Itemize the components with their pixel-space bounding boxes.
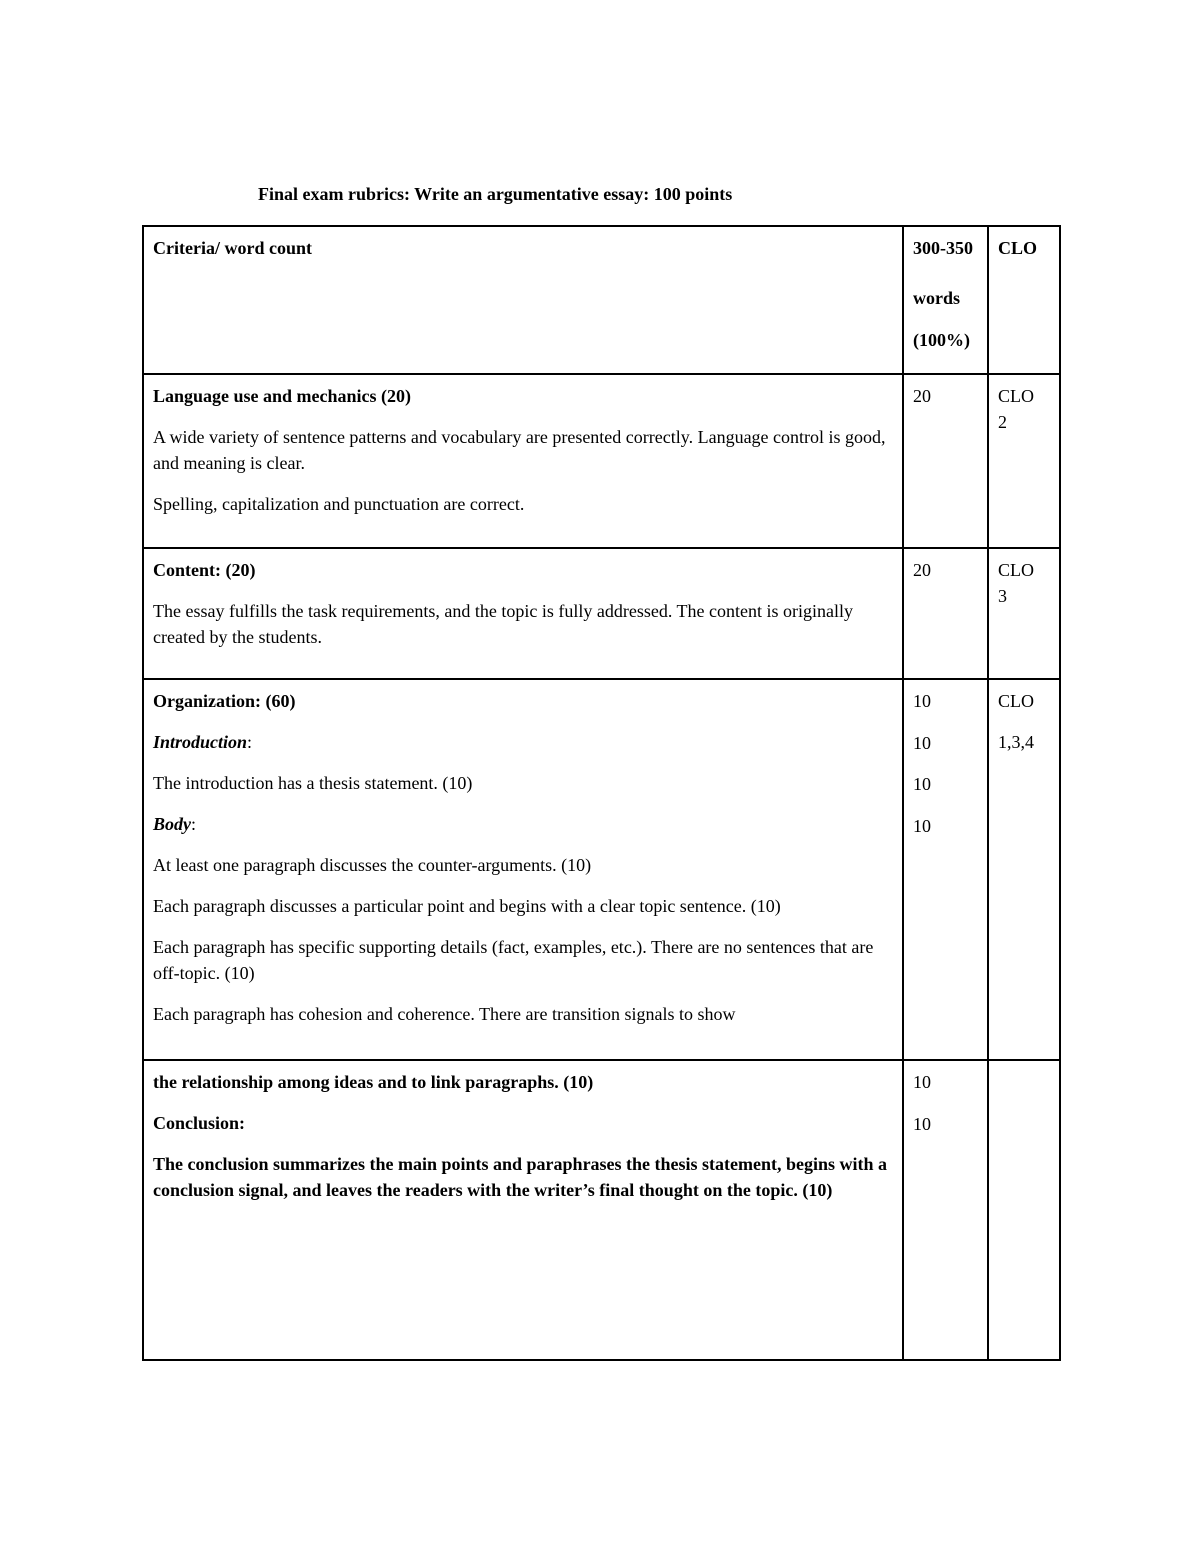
conclusion-score-cell — [903, 1060, 988, 1360]
conclusion-criteria-cell — [143, 1060, 903, 1360]
table-row-content — [143, 548, 1060, 679]
content-clo-number: 3 — [998, 586, 1007, 606]
content-criteria-cell — [143, 548, 903, 679]
body-item-topic-sentence: Each paragraph discusses a particular point and begins with a clear topic sentence. (10) — [153, 896, 781, 916]
body-label: Body — [153, 814, 191, 834]
organization-score-cell — [903, 679, 988, 1060]
organization-clo-numbers: 1,3,4 — [998, 732, 1034, 752]
organization-heading: Organization: (60) — [153, 691, 296, 711]
header-clo-label: CLO — [998, 238, 1038, 258]
organization-score: 10 — [913, 732, 931, 753]
language-score: 20 — [913, 386, 931, 406]
table-row-organization — [143, 679, 1060, 1060]
body-item-cohesion: Each paragraph has cohesion and coherence. There are transition signals to show — [153, 1004, 736, 1024]
introduction-colon: : — [247, 732, 253, 752]
organization-score: 10 — [913, 815, 931, 836]
introduction-label: Introduction — [153, 732, 248, 752]
content-clo-cell — [988, 548, 1060, 679]
table-row-conclusion — [143, 1060, 1060, 1360]
language-clo-cell — [988, 374, 1060, 548]
language-clo-number: 2 — [998, 412, 1007, 432]
content-clo-label: CLO — [998, 560, 1034, 580]
content-description: The essay fulfills the task requirements, and the topic is fully addressed. The content is originally created by the students. — [153, 601, 853, 647]
content-score: 20 — [913, 560, 931, 580]
language-criteria-cell — [143, 374, 903, 548]
header-words-percent: (100%) — [913, 330, 970, 350]
introduction-label-line — [153, 729, 893, 755]
content-score-cell — [903, 548, 988, 679]
conclusion-score: 10 — [913, 1072, 931, 1092]
language-description: A wide variety of sentence patterns and vocabulary are presented correctly. Language control is good, and meaning is clear. — [153, 427, 886, 473]
header-words-label: words — [913, 288, 961, 308]
language-clo-label: CLO — [998, 386, 1034, 406]
rubric-table — [142, 225, 1061, 1361]
conclusion-clo-cell — [988, 1060, 1060, 1360]
body-item-counter-arguments: At least one paragraph discusses the counter-arguments. (10) — [153, 855, 592, 875]
content-heading: Content: (20) — [153, 560, 256, 580]
table-header-row — [143, 226, 1060, 374]
introduction-item: The introduction has a thesis statement. (10) — [153, 773, 473, 793]
conclusion-continuation: the relationship among ideas and to link paragraphs. (10) — [153, 1072, 594, 1092]
conclusion-description: The conclusion summarizes the main points and paraphrases the thesis statement, begins with a conclusion signal, and leaves the readers with the writer’s final thought on the topic. (10) — [153, 1154, 888, 1200]
language-mechanics: Spelling, capitalization and punctuation are correct. — [153, 494, 525, 514]
table-row-language — [143, 374, 1060, 548]
header-words-range: 300-350 — [913, 238, 973, 258]
header-criteria-cell — [143, 226, 903, 374]
body-label-line — [153, 811, 893, 837]
language-score-cell — [903, 374, 988, 548]
conclusion-label: Conclusion: — [153, 1113, 246, 1133]
header-clo-cell — [988, 226, 1060, 374]
organization-score: 10 — [913, 774, 931, 794]
organization-clo-label: CLO — [998, 691, 1034, 711]
organization-clo-cell — [988, 679, 1060, 1060]
document-title: Final exam rubrics: Write an argumentative essay: 100 points — [258, 184, 733, 204]
body-item-supporting-details: Each paragraph has specific supporting details (fact, examples, etc.). There are no sentences that are off-topic. (10) — [153, 937, 874, 983]
organization-criteria-cell — [143, 679, 903, 1060]
header-criteria-label: Criteria/ word count — [153, 238, 312, 258]
conclusion-score: 10 — [913, 1113, 931, 1134]
body-colon: : — [191, 814, 197, 834]
organization-score: 10 — [913, 691, 931, 711]
language-heading: Language use and mechanics (20) — [153, 386, 412, 406]
header-words-cell — [903, 226, 988, 374]
